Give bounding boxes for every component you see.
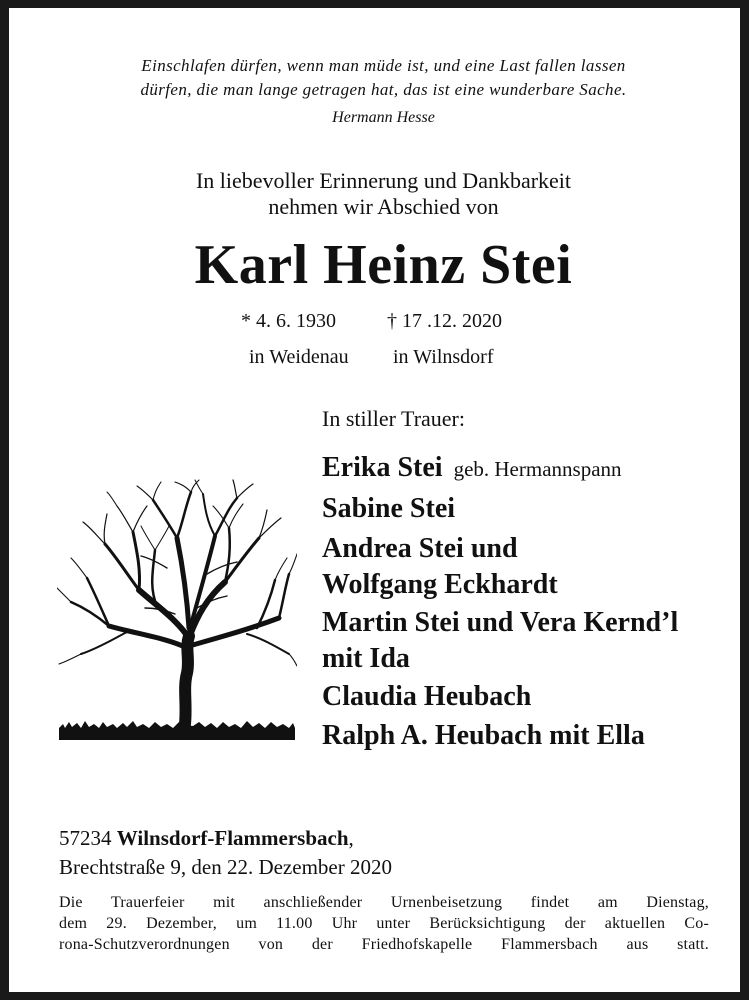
mourner-entry: Ralph A. Heubach mit Ella bbox=[322, 720, 645, 751]
funeral-notice-line: rona-Schutzverordnungen von der Friedhofskapelle Flammersbach aus statt. bbox=[59, 936, 709, 953]
mourners-list bbox=[322, 450, 742, 754]
funeral-notice-line: Die Trauerfeier mit anschließender Urnenbeisetzung findet am Dienstag, bbox=[59, 894, 709, 911]
intro-text bbox=[9, 168, 749, 220]
postal-code: 57234 bbox=[59, 826, 112, 850]
mourner-name: Erika Stei bbox=[322, 452, 443, 483]
quote bbox=[9, 54, 749, 102]
quote-line: Einschlafen dürfen, wenn man müde ist, und eine Last fallen lassen bbox=[141, 56, 626, 75]
mourner-entry: Martin Stei und Vera Kernd’l bbox=[322, 607, 679, 638]
birth-place: in Weidenau bbox=[249, 346, 349, 368]
mourning-label: In stiller Trauer: bbox=[322, 406, 465, 431]
mourner-entry: mit Ida bbox=[322, 643, 410, 674]
mourner-entry bbox=[322, 450, 742, 487]
address bbox=[59, 824, 392, 882]
funeral-notice-line: dem 29. Dezember, um 11.00 Uhr unter Berücksichtigung der aktuellen Co- bbox=[59, 915, 709, 932]
address-line-1 bbox=[59, 824, 392, 853]
intro-line: nehmen wir Abschied von bbox=[268, 194, 499, 219]
quote-line: dürfen, die man lange getragen hat, das ist eine wunderbare Sache. bbox=[140, 80, 627, 99]
funeral-notice bbox=[59, 892, 709, 955]
intro-line: In liebevoller Erinnerung und Dankbarkeit bbox=[195, 168, 572, 193]
deceased-name: Karl Heinz Stei bbox=[194, 234, 573, 296]
mourner-entry: Sabine Stei bbox=[322, 493, 456, 524]
death-place: in Wilnsdorf bbox=[393, 346, 494, 368]
mourner-entry: Andrea Stei und bbox=[322, 533, 518, 564]
mourner-entry: Wolfgang Eckhardt bbox=[322, 569, 558, 600]
death-date: † 17 .12. 2020 bbox=[387, 310, 502, 332]
address-line-2: Brechtstraße 9, den 22. Dezember 2020 bbox=[59, 855, 392, 879]
comma: , bbox=[348, 826, 354, 850]
quote-author: Hermann Hesse bbox=[332, 109, 435, 126]
mourner-note: geb. Hermannspann bbox=[453, 457, 622, 481]
birth-date: * 4. 6. 1930 bbox=[241, 310, 336, 332]
town-name: Wilnsdorf-Flammersbach bbox=[116, 826, 349, 850]
mourner-entry: Claudia Heubach bbox=[322, 681, 532, 712]
tree-silhouette-icon bbox=[57, 478, 297, 740]
